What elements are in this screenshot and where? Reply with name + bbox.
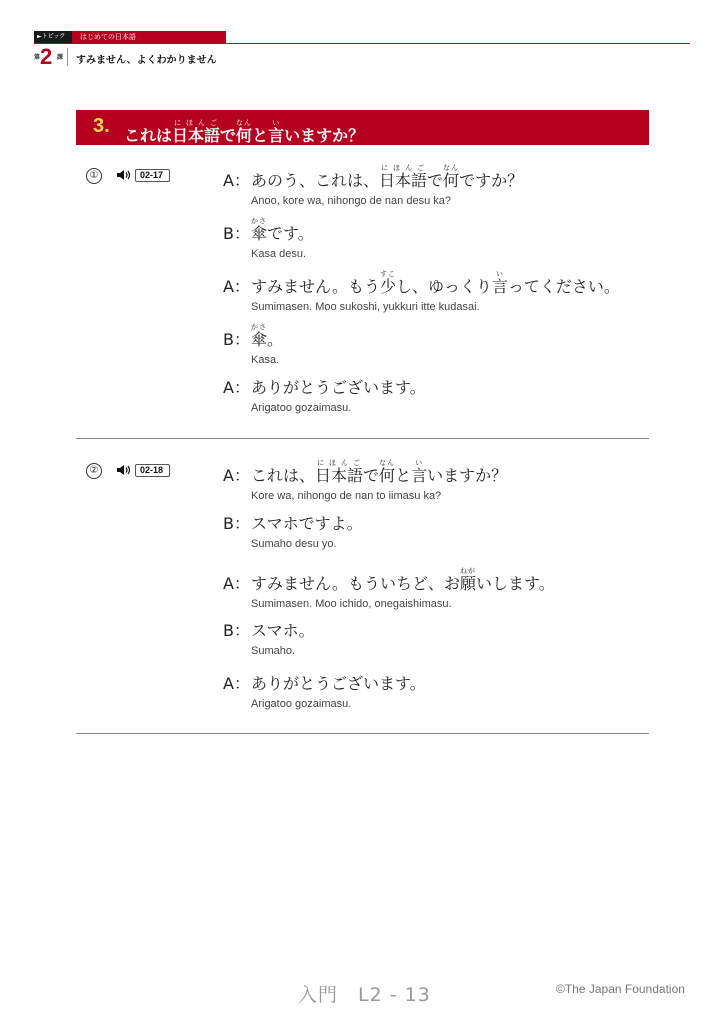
copyright: ©The Japan Foundation xyxy=(556,982,685,996)
speaker-label: A： xyxy=(223,277,250,296)
dialogue-divider xyxy=(76,438,649,439)
lesson-prefix: 第 xyxy=(34,54,41,61)
page-number: 入門 L2 - 13 xyxy=(298,984,431,1006)
speaker-icon[interactable] xyxy=(116,463,132,477)
dialogue-line: A：これは、日本語にほんごで何なんと言いいますか？ Kore wa, nihongo de nan to iimasu ka? xyxy=(223,459,508,502)
speaker-label: A： xyxy=(223,378,250,397)
section-banner xyxy=(76,110,649,145)
dialogue-line: B：傘かさ。 Kasa. xyxy=(223,323,284,366)
dialogue-line: A：すみません。もういちど、お願ねがいします。 Sumimasen. Moo ichido, onegaishimasu. xyxy=(223,567,555,610)
romaji-text: Sumaho. xyxy=(251,645,296,657)
romaji-text: Kore wa, nihongo de nan to iimasu ka? xyxy=(251,490,442,502)
dialogue-line: A：ありがとうございます。 Arigatoo gozaimasu. xyxy=(223,378,426,414)
dialogue-number: ② xyxy=(86,463,102,479)
speaker-label: B： xyxy=(223,224,250,243)
lesson-title: すみません、よくわかりません xyxy=(76,55,217,66)
speaker-label: A： xyxy=(223,466,250,485)
romaji-text: Arigatoo gozaimasu. xyxy=(251,698,352,710)
section-number: 3. xyxy=(93,115,110,137)
romaji-text: Sumimasen. Moo sukoshi, yukkuri itte kudasai. xyxy=(251,301,480,313)
speaker-label: A： xyxy=(223,674,250,693)
romaji-text: Kasa desu. xyxy=(251,248,307,260)
topic-title: はじめての日本語 xyxy=(72,31,226,43)
dialogue-line: B：傘かさです。 Kasa desu. xyxy=(223,217,314,260)
section-title: これは日本語にほんごで何なんと言いいますか？ xyxy=(124,119,365,145)
lesson-number: 2 xyxy=(40,44,53,69)
speaker-label: A： xyxy=(223,171,250,190)
audio-code[interactable]: 02-18 xyxy=(135,464,170,477)
dialogue-line: B：スマホ。 Sumaho. xyxy=(223,621,315,657)
audio-badge[interactable] xyxy=(116,168,170,182)
romaji-text: Sumaho desu yo. xyxy=(251,538,337,550)
lesson-suffix: 課 xyxy=(57,54,64,61)
romaji-text: Anoo, kore wa, nihongo de nan desu ka? xyxy=(251,195,451,207)
header-rule xyxy=(34,43,690,44)
speaker-label: B： xyxy=(223,330,250,349)
lesson-divider xyxy=(67,48,68,66)
speaker-label: B： xyxy=(223,514,250,533)
dialogue-line: A：あのう、これは、日本語にほんごで何なんですか？ Anoo, kore wa, nihongo de nan desu ka? xyxy=(223,164,524,207)
dialogue-divider xyxy=(76,733,649,734)
romaji-text: Sumimasen. Moo ichido, onegaishimasu. xyxy=(251,598,452,610)
romaji-text: Kasa. xyxy=(251,354,280,366)
dialogue-line: A：すみません。もう少すこし、ゆっくり言いってください。 Sumimasen. Moo sukoshi, yukkuri itte kudasai. xyxy=(223,270,620,313)
speaker-label: B： xyxy=(223,621,250,640)
topic-tag: ►トピック xyxy=(34,31,72,43)
dialogue-line: A：ありがとうございます。 Arigatoo gozaimasu. xyxy=(223,674,426,710)
dialogue-line: B：スマホですよ。 Sumaho desu yo. xyxy=(223,514,363,550)
romaji-text: Arigatoo gozaimasu. xyxy=(251,402,352,414)
audio-code[interactable]: 02-17 xyxy=(135,169,170,182)
dialogue-number: ① xyxy=(86,168,102,184)
speaker-icon[interactable] xyxy=(116,168,132,182)
speaker-label: A： xyxy=(223,574,250,593)
audio-badge[interactable] xyxy=(116,463,170,477)
